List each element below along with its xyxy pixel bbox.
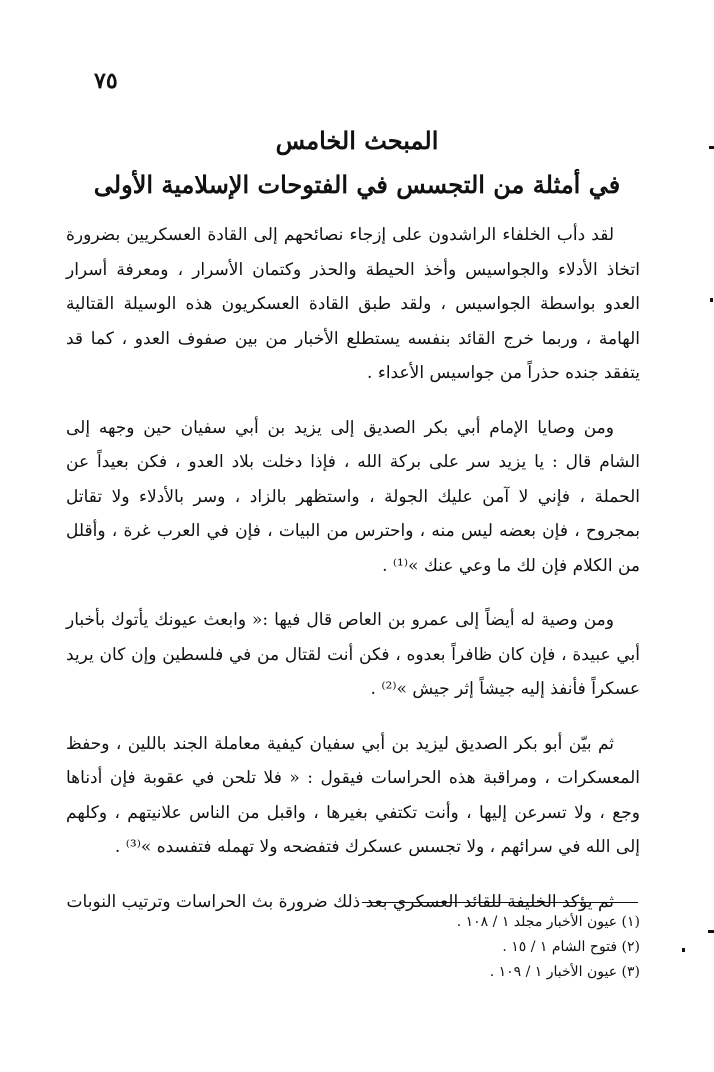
footnotes — [300, 910, 640, 985]
scan-edge-mark — [710, 298, 713, 302]
paragraph: ومن وصية له أيضاً إلى عمرو بن العاص قال فيها :« وابعث عيونك يأتوك بأخبار أبي عبيدة ، فإن كان ظافراً بعدوه ، فكن أنت لقتال من في فلسطين وإن كان يريد عسكراً فأنفذ إليه جيشاً إثر جيش »⁽²⁾ . — [66, 610, 640, 699]
scan-edge-mark — [682, 948, 685, 952]
section-title: في أمثلة من التجسس في الفتوحات الإسلامية الأولى — [93, 170, 621, 199]
paragraph: لقد دأب الخلفاء الراشدون على إزجاء نصائحهم إلى القادة العسكريين بضرورة اتخاذ الأدلاء والجواسيس وأخذ الحيطة والحذر وكتمان الأسرار ، ومعرفة أسرار العدو بواسطة الجواسيس ، ولقد طبق القادة العسكريون هذه الوسيلة القتالية الهامة ، وربما خرج القائد بنفسه يستطلع الأخبار من بين صفوف العدو ، كما قد يتفقد جنده حذراً من جواسيس الأعداء . — [66, 225, 640, 383]
body-text — [66, 218, 640, 939]
footnote-divider — [362, 902, 638, 903]
footnote: (١) عيون الأخبار مجلد ١ / ١٠٨ . — [456, 914, 640, 930]
footnote: (٢) فتوح الشام ١ / ١٥ . — [502, 939, 640, 955]
section-heading: المبحث الخامس — [275, 126, 439, 155]
scan-edge-mark — [709, 146, 714, 149]
footnote: (٣) عيون الأخبار ١ / ١٠٩ . — [489, 964, 640, 980]
paragraph: ومن وصايا الإمام أبي بكر الصديق إلى يزيد بن أبي سفيان حين وجهه إلى الشام قال : يا يزيد سر على بركة الله ، فإذا دخلت بلاد العدو ، فكن بعيداً عن الحملة ، فإني لا آمن عليك الجولة ، واستظهر بالزاد ، وسر بالأدلاء ولا تقاتل بمجروح ، فإن بعضه ليس منه ، واحترس من البيات ، فإن في العرب غرة ، وأقلل من الكلام فإن لك ما وعي عنك »⁽¹⁾ . — [66, 417, 640, 576]
page-number: ٧٥ — [94, 68, 118, 94]
paragraph: ثم يؤكد الخليفة للقائد العسكري بعد ذلك ضرورة بث الحراسات وترتيب النوبات — [66, 891, 614, 912]
paragraph: ثم بيّن أبو بكر الصديق ليزيد بن أبي سفيان كيفية معاملة الجند باللين ، وحفظ المعسكرات ، ومراقبة هذه الحراسات فيقول : « فلا تلحن في عقوبة فإن أدناها وجع ، ولا تسرعن إليها ، وأنت تكتفي بغيرها ، واقبل من الناس علانيتهم ، وكلهم إلى الله في سرائهم ، ولا تجسس عسكرك فتفضحه ولا تهمله فتفسده »⁽³⁾ . — [66, 733, 640, 857]
scan-edge-mark — [708, 930, 714, 933]
